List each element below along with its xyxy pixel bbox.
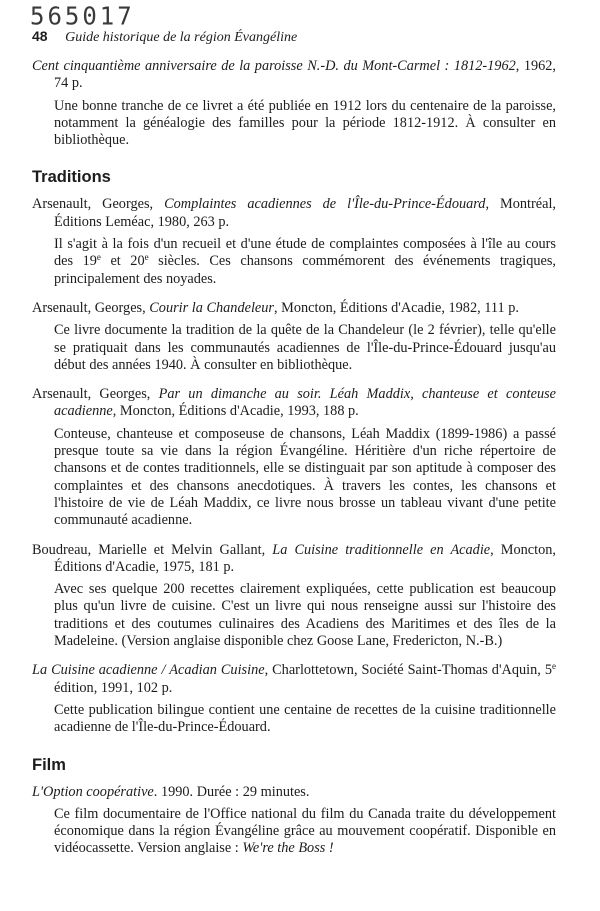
bibliography-entry [32,58,556,149]
bibliography-entry [32,662,556,736]
entry-title: La Cuisine traditionnelle en Acadie [272,541,491,558]
entry-annotation: Cette publication bilingue contient une centaine de recettes de la cuisine traditionnelle acadienne de l'Île-du-Prince-Édouard. [54,701,556,736]
entry-author: Boudreau, Marielle et Melvin Gallant, [32,541,273,558]
bibliography-entry [32,784,556,858]
entry-author: Arsenault, Georges, [32,386,159,403]
entry-author: Arsenault, Georges, [32,299,150,316]
entry-annotation: Conteuse, chanteuse et composeuse de chansons, Léah Maddix (1899-1986) a passé presque toute sa vie dans la région Évangéline. Héritière d'un riche répertoire de chansons et de contes traditionnels, elle se distinguait par son aptitude à composer des complaintes et des chansons anecdotiques. À travers les contes, les chansons et l'histoire de vie de Léah Maddix, ce livre nous brosse un tableau vivant d'une petite communauté acadienne. [54,425,556,529]
entry-title: L'Option coopérative [32,783,154,800]
entry-annotation: Une bonne tranche de ce livret a été publiée en 1912 lors du centenaire de la paroisse, notamment la généalogie des familles pour la période 1812-1912. À consulter en bibliothèque. [54,97,556,149]
entry-details: , Moncton, Éditions d'Acadie, 1982, 111 p. [273,299,519,316]
entry-citation [32,386,556,421]
entry-title: Courir la Chandeleur [149,299,274,316]
english-version-title: We're the Boss ! [242,840,334,857]
page-number: 48 [32,28,48,44]
entry-citation [32,542,556,577]
entry-title: Par un dimanche au soir. Léah Maddix, chanteuse et conteuse acadienne [54,386,557,420]
entry-citation [32,662,556,697]
entry-annotation: Ce livre documente la tradition de la quête de la Chandeleur (le 2 février), telle qu'elle se pratiquait dans les communautés acadiennes de l'Île-du-Prince-Édouard jusqu'au début des années 1940. À consulter en bibliothèque. [54,322,556,373]
section-heading-traditions: Traditions [32,168,111,187]
entry-annotation: Avec ses quelque 200 recettes clairement expliquées, cette publication est beaucoup plus qu'un livre de cuisine. C'est un livre qui nous renseigne aussi sur l'histoire des traditions et des coutumes culinaires des Acadiens des Maritimes et des îles de la Madeleine. (Version anglaise disponible chez Goose Lane, Fredericton, N.-B.) [54,581,556,650]
page-body [32,58,556,870]
entry-citation [32,300,556,317]
entry-details: édition, 1991, 102 p. [54,679,173,696]
entry-citation [32,58,556,93]
entry-citation [32,784,556,801]
section-heading-film: Film [32,755,66,774]
bibliography-entry [32,386,556,529]
entry-details: , 1962, 74 p. [54,58,556,92]
running-title: Guide historique de la région Évangéline [65,30,298,45]
superscript: e [552,661,556,672]
bibliography-entry [32,542,556,651]
entry-title: Complaintes acadiennes de l'Île-du-Prince-Édouard [164,196,486,213]
entry-author: Arsenault, Georges, [32,196,165,213]
annotation-text: Il s'agit à la fois d'un recueil et d'une étude de complaintes composées à l'île au cours des 19 [54,236,556,270]
bibliography-entry [32,300,556,374]
annotation-text: siècles. Ces chansons commémorent des événements tragiques, principalement des noyades. [54,253,557,287]
superscript: e [144,252,149,263]
entry-details: , Montréal, Éditions Leméac, 1980, 263 p. [54,196,556,230]
annotation-text: et 20 [100,253,145,270]
entry-citation [32,196,556,231]
bibliography-entry [32,196,556,287]
entry-annotation [54,806,556,858]
entry-annotation [54,236,556,288]
entry-details: , Moncton, Éditions d'Acadie, 1975, 181 p. [54,541,556,575]
archive-stamp-number: 565017 [30,1,135,31]
superscript: e [96,252,101,263]
entry-details: , Moncton, Éditions d'Acadie, 1993, 188 p. [112,403,359,420]
entry-details: . 1990. Durée : 29 minutes. [153,783,310,800]
entry-title: La Cuisine acadienne / Acadian Cuisine [32,662,265,679]
entry-details: , Charlottetown, Société Saint-Thomas d'Aquin, 5 [264,662,552,679]
entry-title: Cent cinquantième anniversaire de la paroisse N.-D. du Mont-Carmel : 1812-1962 [32,58,516,74]
annotation-text: Ce film documentaire de l'Office national du film du Canada traite du développement économique dans la région Évangéline grâce au mouvement coopératif. Disponible en vidéocassette. Version anglaise : [54,805,556,857]
running-header [32,28,560,46]
